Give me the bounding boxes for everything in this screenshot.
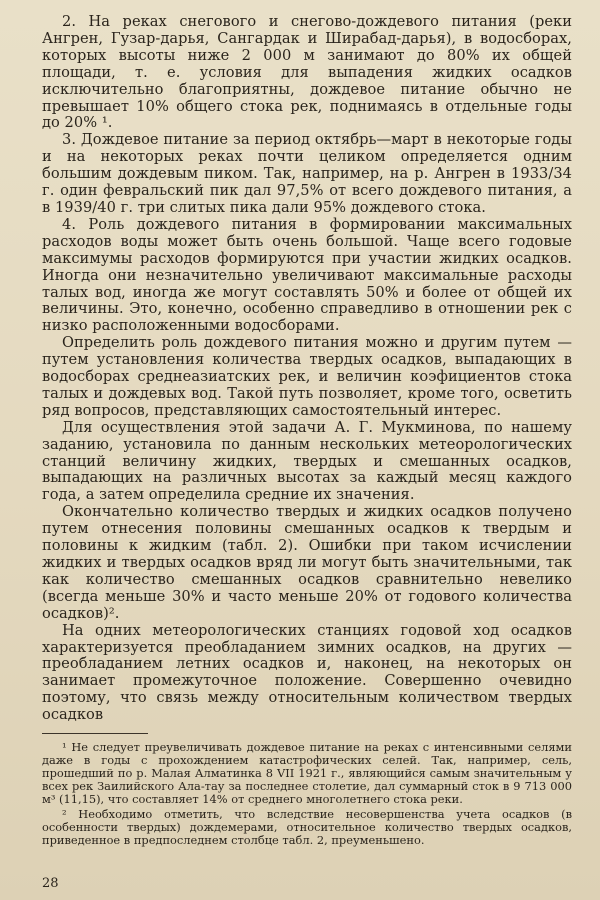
page-number: 28 [42,876,59,891]
paragraph-annual-course: На одних метеорологических станциях годовой ход осадков характеризуется преобладанием зимних осадков, на других — преобладанием летних осадков и, наконец, на некоторых он занимает промежуточное положение. Совершенно очевидно поэтому, что связь между относительным количеством твердых осадков [42,621,572,724]
paragraph-item-3: 3. Дождевое питание за период октябрь—март в некоторые годы и на некоторых реках почти целиком определяется одним большим дождевым пиком. Так, например, на р. Ангрен в 1933/34 г. один февральский пик дал 97,5% от всего дождевого питания, а в 1939/40 г. три слитых пика дали 95% дождевого стока. [42,131,572,216]
footnotes [42,741,572,847]
paragraph-alternative-method: Определить роль дождевого питания можно и другим путем — путем установления количества твердых осадков, выпадающих в водосборах среднеазиатских рек, и величин коэфициентов стока талых и дождевых вод. Такой путь позволяет, кроме того, осветить ряд вопросов, представляющих самостоятельный интерес. [42,334,572,419]
paragraph-mukminova-task: Для осуществления этой задачи А. Г. Мукминова, по нашему заданию, установила по данным нескольких метеорологических станций величину жидких, твердых и смешанных осадков, выпадающих на различных высотах за каждый месяц каждого года, а затем определила средние их значения. [42,418,572,504]
paragraph-item-4: 4. Роль дождевого питания в формировании максимальных расходов воды может быть очень большой. Чаще всего годовые максимумы расходов формируются при участии жидких осадков. Иногда они незначительно увеличивают максимальные расходы талых вод, иногда же могут составлять 50% и более от общей их величины. Это, конечно, особенно справедливо в отношении рек с низко расположенными водосборами. [42,215,572,335]
paragraph-final-amount: Окончательно количество твердых и жидких осадков получено путем отнесения половины смешанных осадков к твердым и половины к жидким (табл. 2). Ошибки при таком исчислении жидких и твердых осадков вряд ли могут быть значительными, так как количество смешанных осадков сравнительно невелико (всегда меньше 30% и часто меньше 20% от годового количества осадков)². [42,503,572,622]
footnote-divider [42,733,148,734]
main-text [42,14,572,724]
footnote-2: ² Необходимо отметить, что вследствие несовершенства учета осадков (в особенности твердых) дождемерами, относительное количество твердых осадков, приведенное в предпоследнем столбце табл. 2, преуменьшено. [42,806,572,847]
footnote-1: ¹ Не следует преувеличивать дождевое питание на реках с интенсивными селями даже в годы с прохождением катастрофических селей. Так, например, сель, прошедший по р. Малая Алматинка 8 VII 1921 г., являющийся самым значительным у всех рек Заилийского Ала-тау за последнее столетие, дал суммарный сток в 9 713 000 м³ (11,15), что составляет 14% от среднего многолетнего стока реки. [42,740,572,807]
paragraph-item-2: 2. На реках снегового и снегово-дождевого питания (реки Ангрен, Гузар-дарья, Сангардак и Ширабад-дарья), в водосборах, которых высоты ниже 2 000 м занимают до 80% их общей площади, т. е. условия для выпадения жидких осадков исключительно благоприятны, дождевое питание обычно не превышает 10% общего стока рек, поднимаясь в отдельные годы до 20% ¹. [42,13,572,132]
